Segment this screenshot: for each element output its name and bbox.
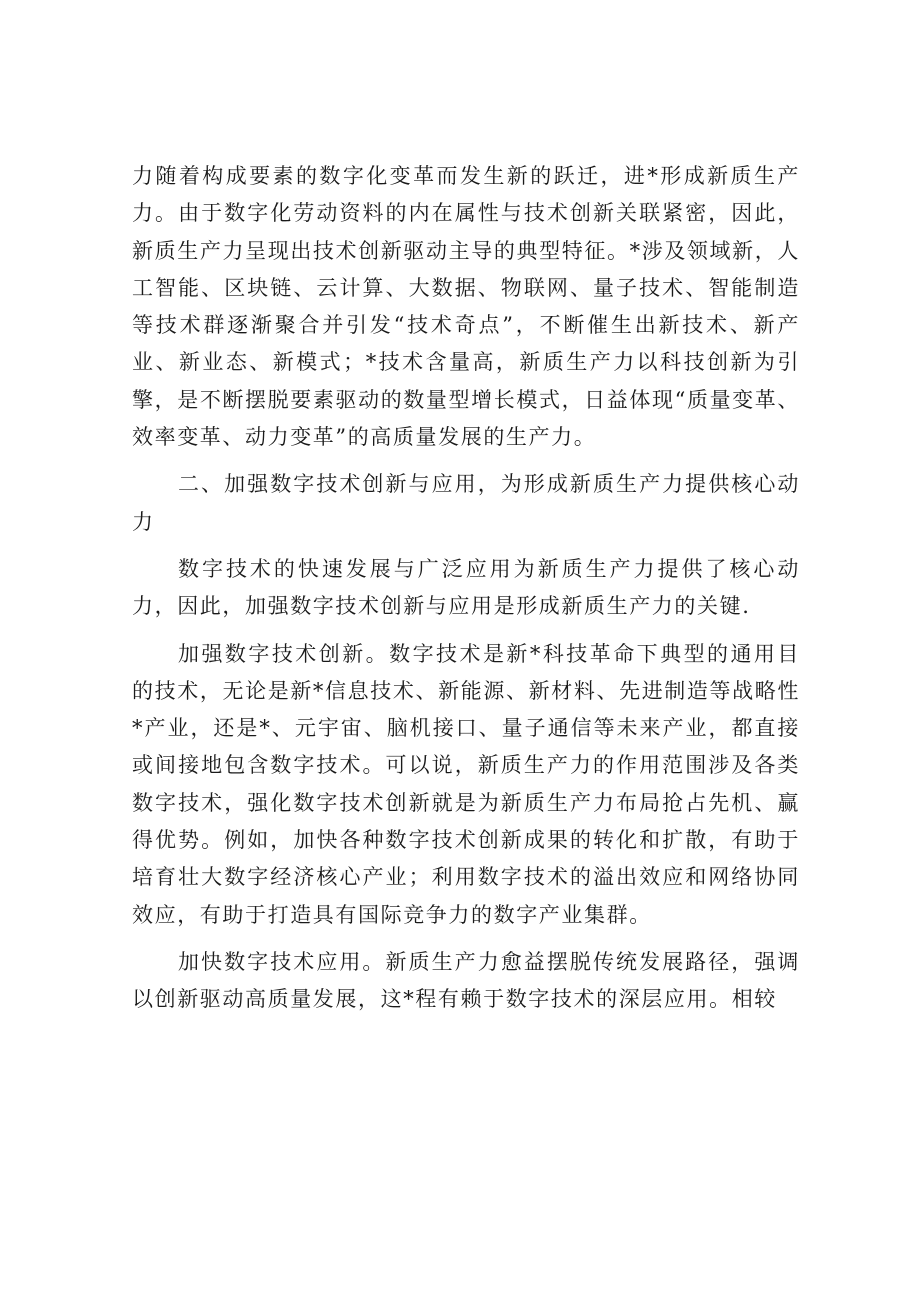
paragraph-spacer (132, 541, 800, 551)
paragraph-spacer (132, 626, 800, 636)
paragraph-innovation: 加强数字技术创新。数字技术是新*科技革命下典型的通用目的技术，无论是新*信息技术、新能源、新材料、先进制造等战略性*产业，还是*、元宇宙、脑机接口、量子通信等未来产业，都直接或间接地包含数字技术。可以说，新质生产力的作用范围涉及各类数字技术，强化数字技术创新就是为新质生产力布局抢占先机、赢得优势。例如，加快各种数字技术创新成果的转化和扩散，有助于培育壮大数字经济核心产业；利用数字技术的溢出效应和网络协同效应，有助于打造具有国际竞争力的数字产业集群。 (132, 641, 800, 927)
document-body (132, 158, 800, 1019)
paragraph-continued: 力随着构成要素的数字化变革而发生新的跃迁，进*形成新质生产力。由于数字化劳动资料的内在属性与技术创新关联紧密，因此，新质生产力呈现出技术创新驱动主导的典型特征。*涉及领域新，人工智能、区块链、云计算、大数据、物联网、量子技术、智能制造等技术群逐渐聚合并引发“技术奇点”，不断催生出新技术、新产业、新业态、新模式；*技术含量高，新质生产力以科技创新为引擎，是不断摆脱要素驱动的数量型增长模式，日益体现“质量变革、效率变革、动力变革”的高质量发展的生产力。 (132, 164, 800, 450)
paragraph-intro: 数字技术的快速发展与广泛应用为新质生产力提供了核心动力，因此，加强数字技术创新与应用是形成新质生产力的关键. (132, 556, 800, 619)
paragraph-spacer (132, 934, 800, 944)
paragraph-spacer (132, 456, 800, 466)
section-heading: 二、加强数字技术创新与应用，为形成新质生产力提供核心动力 (132, 472, 800, 534)
paragraph-application: 加快数字技术应用。新质生产力愈益摆脱传统发展路径，强调以创新驱动高质量发展，这*程有赖于数字技术的深层应用。相较 (132, 949, 800, 1012)
